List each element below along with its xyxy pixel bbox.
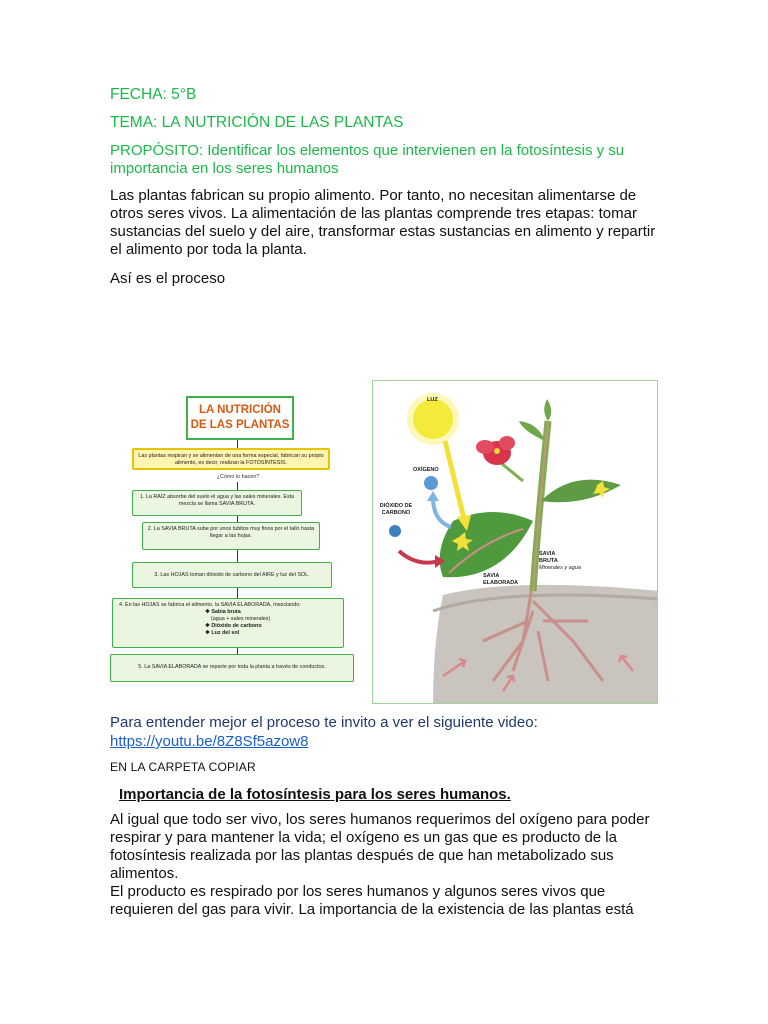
side-leaf bbox=[519, 421, 545, 441]
oxigeno-label: OXÍGENO bbox=[413, 467, 439, 473]
plant-illustration bbox=[373, 381, 658, 704]
oxygen-arrowhead bbox=[427, 491, 439, 501]
step4-item: ❖ Sabia bruta bbox=[205, 609, 241, 615]
co2-arrow bbox=[399, 551, 439, 563]
minerales-label: Minerales y agua bbox=[539, 565, 581, 571]
flow-connector bbox=[237, 588, 238, 598]
flowchart-step-2: 2. La SAVIA BRUTA sube por unos tubitos muy finos por el tallo hasta llegar a las hojas. bbox=[142, 522, 320, 550]
top-leaf bbox=[544, 399, 551, 421]
step4-item-list bbox=[119, 609, 339, 637]
oxygen-arrow bbox=[433, 497, 451, 527]
step4-item: (agua + sales minerales) bbox=[211, 616, 271, 622]
flow-connector bbox=[237, 440, 238, 448]
proposito-line: PROPÓSITO: Identificar los elementos que intervienen en la fotosíntesis y su importancia en los seres humanos bbox=[110, 142, 625, 177]
fecha-line: FECHA: 5°B bbox=[110, 86, 197, 103]
plant-diagram bbox=[372, 380, 658, 704]
video-link[interactable]: https://youtu.be/8Z8Sf5azow8 bbox=[110, 733, 309, 750]
flowchart-step-5: 5. La SAVIA ELABORADA se reparte por toda la planta a través de conductos. bbox=[110, 654, 354, 682]
flowchart-step-3: 3. Las HOJAS toman dióxido de carbono del AIRE y luz del SOL. bbox=[132, 562, 332, 588]
flowchart-step-4 bbox=[112, 598, 344, 648]
importancia-paragraph: Al igual que todo ser vivo, los seres humanos requerimos del oxígeno para poder respirar y para mantener la vida; el oxígeno es un gas que es producto de la fotosíntesis realizada por las plantas después de que han metabolizado sus alimentos. El producto es respirado por los seres humanos y algunos seres vivos que requieren del gas para vivir. La importancia de la existencia de las plantas está bbox=[110, 811, 650, 918]
carpeta-note: EN LA CARPETA COPIAR bbox=[110, 760, 256, 774]
luz-label: LUZ bbox=[427, 397, 438, 403]
dioxido-label: DIÓXIDO DE CARBONO bbox=[379, 503, 413, 516]
flower-stem bbox=[501, 463, 523, 481]
step4-item: ❖ Dióxido de carbono bbox=[205, 623, 262, 629]
flowchart-step-4-text: 4. En las HOJAS se fabrica el alimento, la SAVIA ELABORADA, mezclando: bbox=[119, 602, 301, 608]
importancia-heading: Importancia de la fotosíntesis para los seres humanos. bbox=[119, 786, 511, 803]
flowchart-title-line1: LA NUTRICIÓN bbox=[199, 404, 281, 416]
flowchart-intro-box: Las plantas respiran y se alimentan de una forma especial, fabrican su propio alimento, es decir, realizan la FOTOSÍNTESIS. bbox=[132, 448, 330, 470]
tema-line: TEMA: LA NUTRICIÓN DE LAS PLANTAS bbox=[110, 114, 404, 131]
flow-connector bbox=[237, 550, 238, 562]
oxygen-bubble-icon bbox=[424, 476, 438, 490]
savia-elaborada-label: SAVIA ELABORADA bbox=[483, 573, 519, 586]
flowchart-title bbox=[186, 396, 294, 440]
step4-item: ❖ Luz del sol bbox=[205, 630, 240, 636]
intro-paragraph: Las plantas fabrican su propio alimento. Por tanto, no necesitan alimentarse de otros seres vivos. La alimentación de las plantas comprende tres etapas: tomar sustancias del suelo y del aire, transformar estas sustancias en alimento y repartir el alimento por toda la planta. bbox=[110, 187, 656, 258]
flower bbox=[476, 436, 515, 465]
flowchart-step-1: 1. La RAÍZ absorbe del suelo el agua y las sales minerales. Esta mezcla se llama SAVIA BRUTA. bbox=[132, 490, 302, 516]
savia-bruta-label: SAVIA BRUTA bbox=[539, 551, 558, 564]
light-beam bbox=[445, 441, 465, 523]
flowchart-question: ¿Cómo lo hacen? bbox=[216, 474, 260, 480]
video-invite-text: Para entender mejor el proceso te invito a ver el siguiente video: bbox=[110, 714, 538, 731]
flowchart-title-line2: DE LAS PLANTAS bbox=[190, 419, 290, 431]
asi-line: Así es el proceso bbox=[110, 270, 226, 287]
right-leaf bbox=[541, 480, 621, 503]
flow-connector bbox=[237, 482, 238, 490]
nutrition-flowchart bbox=[108, 384, 358, 688]
co2-bubble-icon bbox=[389, 525, 401, 537]
